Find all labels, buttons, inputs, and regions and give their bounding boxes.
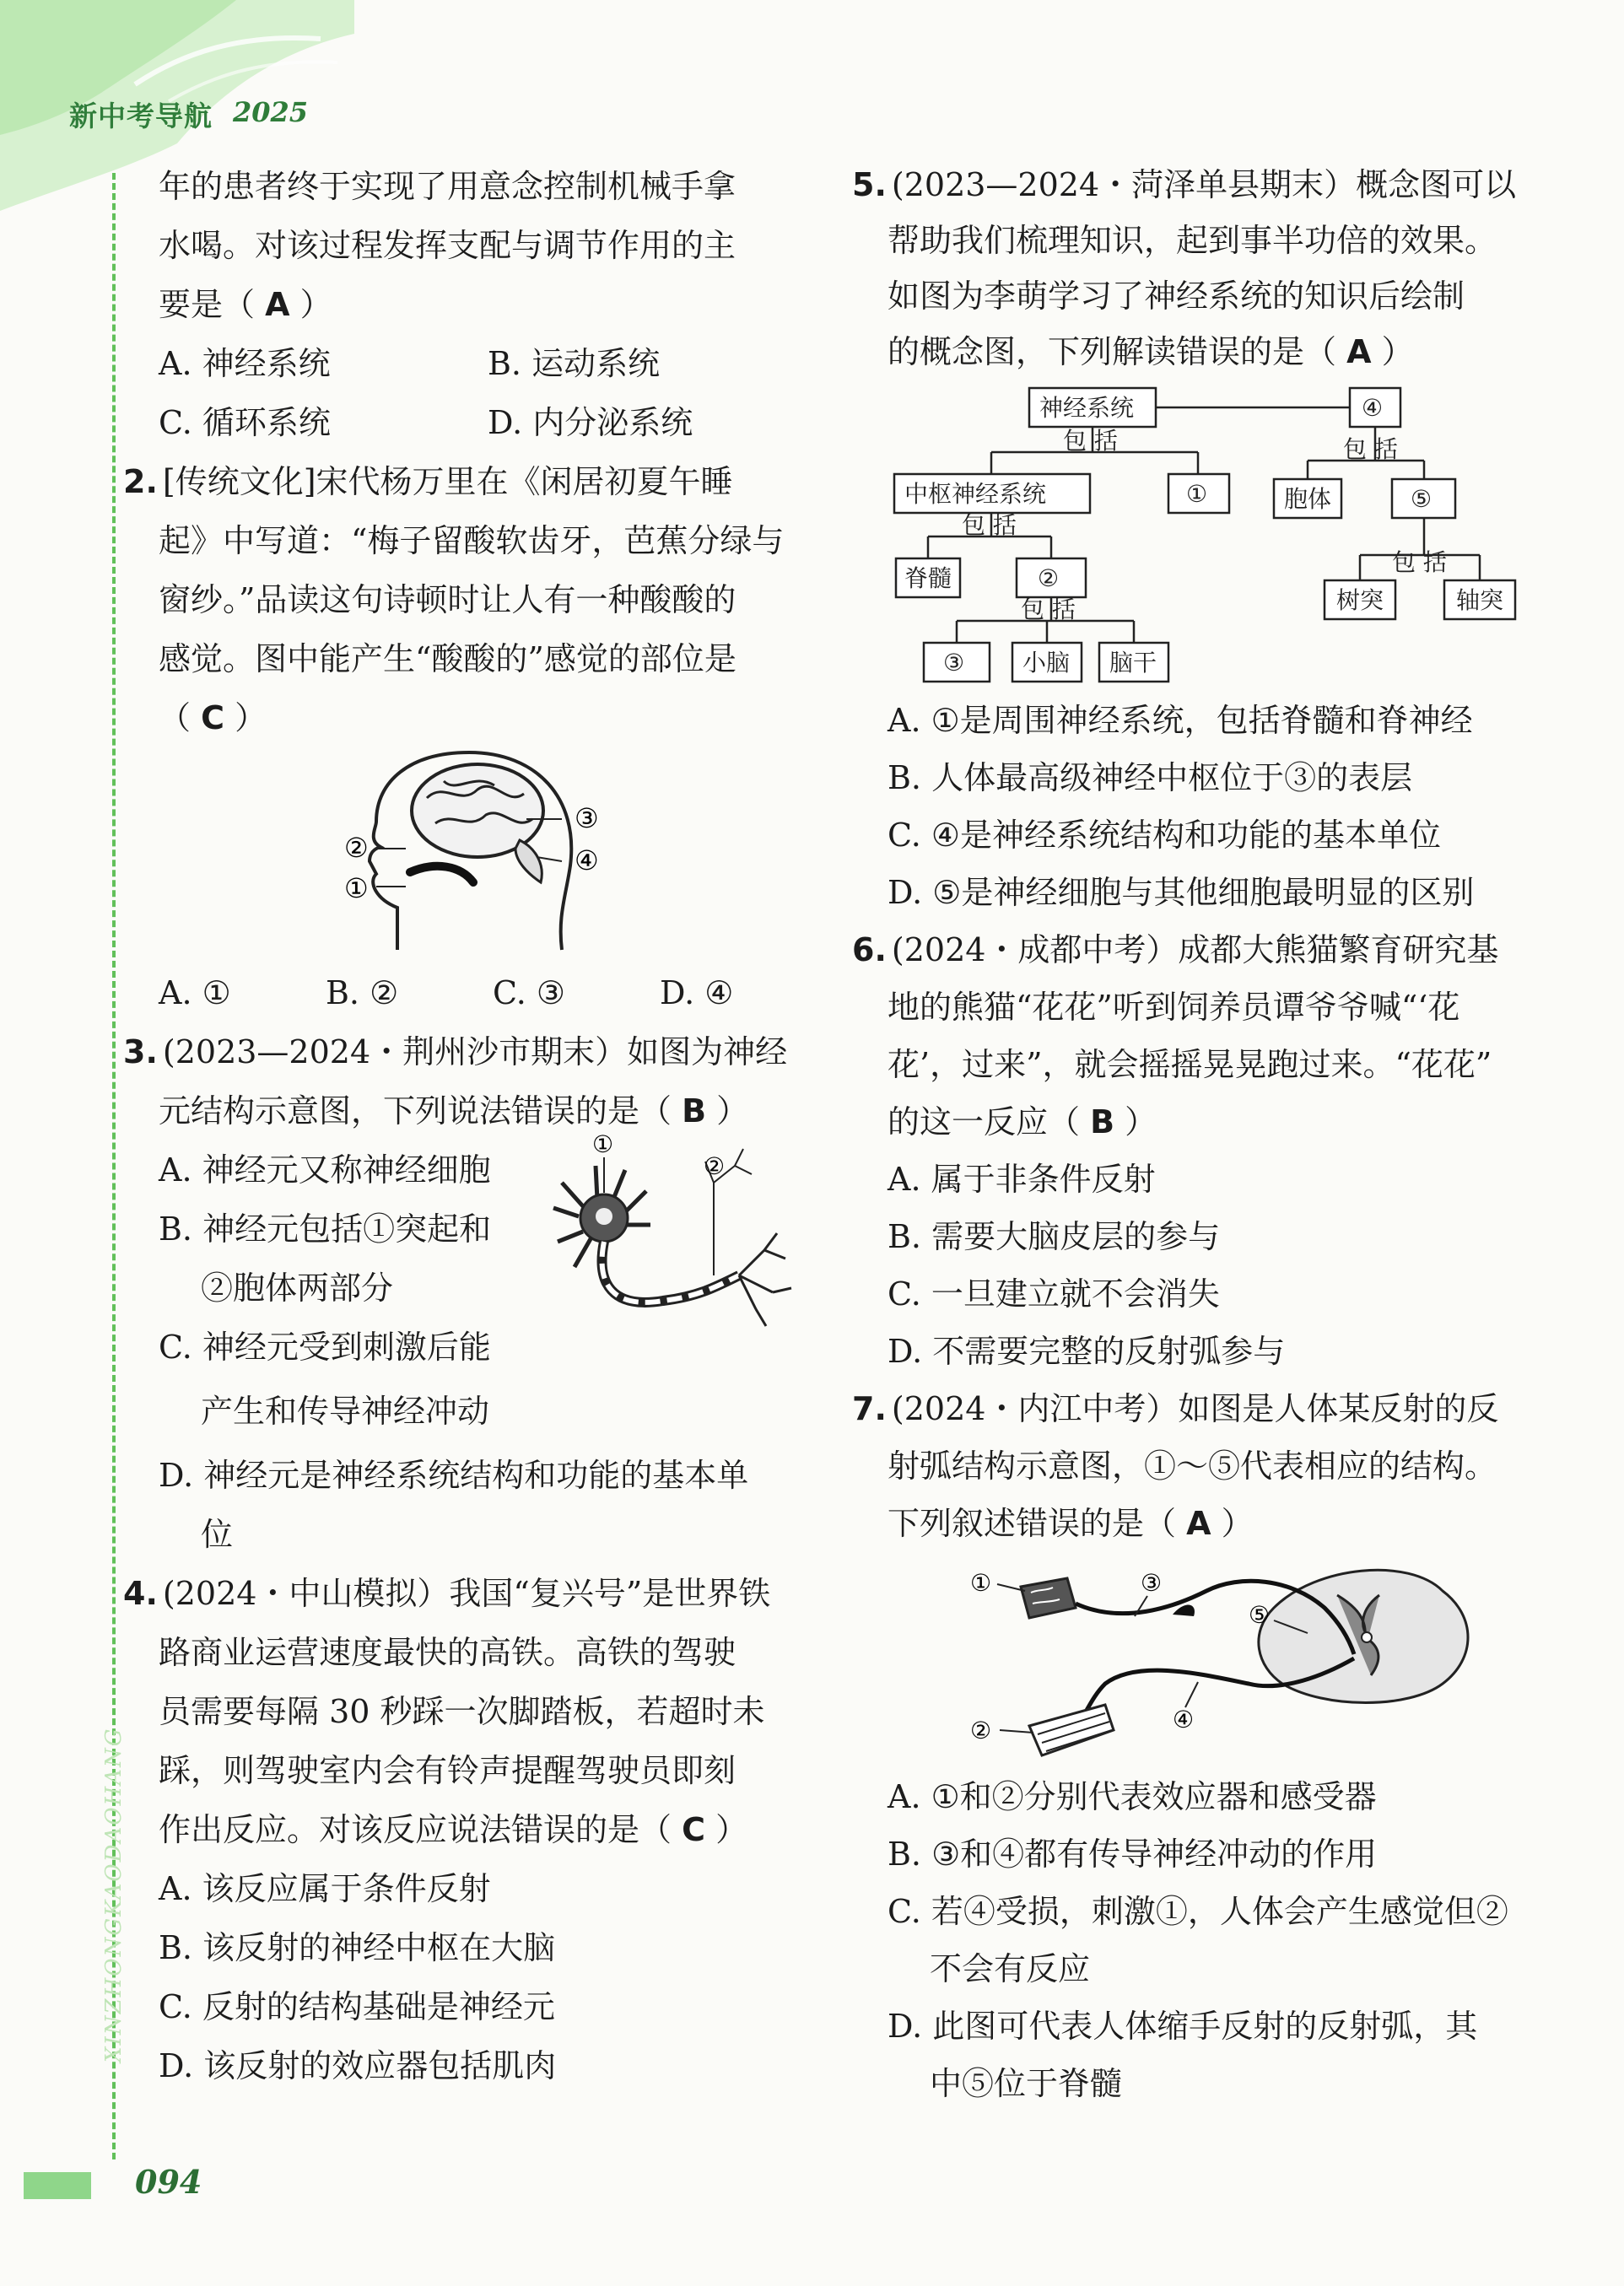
figure-label: ② [704, 1152, 726, 1180]
question-line: 年的患者终于实现了用意念控制机械手拿 [159, 168, 736, 205]
option: B. ③和④都有传导神经冲动的作用 [888, 1836, 1378, 1873]
option: C. 循环系统 [159, 404, 331, 441]
question-line: 踩，则驾驶室内会有铃声提醒驾驶员即刻 [159, 1752, 736, 1789]
figure-label: ③ [1141, 1569, 1163, 1597]
paren-open: （ [159, 699, 192, 736]
question-line [852, 1093, 1535, 1151]
question-number: 4. [123, 1575, 158, 1612]
question-text: (2023—2024・菏泽单县期末）概念图可以 [891, 166, 1517, 203]
answer: B [682, 1092, 707, 1130]
figure-label: ⑤ [1249, 1601, 1271, 1629]
question-text: (2024・中山模拟）我国“复兴号”是世界铁 [162, 1575, 771, 1612]
question-number: 6. [852, 931, 887, 968]
paren-close: ） [299, 286, 332, 323]
options-row [159, 334, 834, 393]
left-column [123, 157, 834, 2095]
question-line [123, 1800, 834, 1859]
answer: A [265, 286, 290, 323]
question-line [123, 1564, 834, 1623]
option: D. ④ [660, 974, 734, 1011]
question-text: 下列叙述错误的是（ [888, 1505, 1177, 1542]
answer: C [201, 699, 224, 736]
figure-label: ② [344, 832, 369, 864]
question-line [123, 452, 834, 511]
concept-label: ② [1038, 564, 1060, 592]
option: B. ② [326, 974, 399, 1011]
option: B. 需要大脑皮层的参与 [888, 1218, 1221, 1255]
option: C. 一旦建立就不会消失 [888, 1275, 1220, 1313]
question-line: 如图为李萌学习了神经系统的知识后绘制 [888, 278, 1465, 315]
question-line [852, 157, 1535, 213]
answer: A [1346, 333, 1372, 370]
question-3 [123, 1022, 834, 1564]
concept-label: ⑤ [1411, 485, 1432, 513]
option: A. ①是周围神经系统，包括脊髓和脊神经 [888, 702, 1473, 739]
concept-label: ④ [1362, 394, 1384, 422]
question-line: 起》中写道：“梅子留酸软齿牙，芭蕉分绿与 [159, 522, 785, 559]
question-number: 3. [123, 1033, 158, 1070]
option: C. ③ [493, 974, 565, 1011]
question-1 [159, 157, 834, 452]
header-title: 新中考导航 [69, 100, 213, 132]
option: A. ① [159, 974, 231, 1011]
concept-map-diagram [852, 380, 1535, 692]
option: C. 神经元受到刺激后能 [159, 1329, 491, 1366]
question-line [852, 1495, 1535, 1552]
neuron-figure [545, 1132, 798, 1334]
answer: C [682, 1811, 705, 1848]
question-2 [123, 452, 834, 1022]
concept-label: 小脑 [1022, 649, 1071, 677]
figure-label: ④ [575, 844, 599, 876]
option: C. ④是神经系统结构和功能的基本单位 [888, 817, 1441, 854]
paren-close: ） [1221, 1505, 1254, 1542]
figure-label: ① [970, 1569, 992, 1597]
question-line: 帮助我们梳理知识，起到事半功倍的效果。 [888, 222, 1497, 259]
paren-close: ） [235, 699, 267, 736]
paren-close: ） [1381, 333, 1414, 370]
option: D. 神经元是神经系统结构和功能的基本单 [159, 1457, 749, 1494]
question-7 [852, 1380, 1535, 2112]
question-text: 的概念图，下列解读错误的是（ [888, 333, 1337, 370]
question-6 [852, 921, 1535, 1380]
answer: B [1090, 1103, 1115, 1140]
figure-label: ① [592, 1132, 614, 1158]
concept-label: 包 括 [1063, 427, 1118, 455]
concept-label: 胞体 [1284, 485, 1332, 513]
option: D. ⑤是神经细胞与其他细胞最明显的区别 [888, 874, 1475, 911]
figure-label: ④ [1173, 1706, 1195, 1733]
question-line: 花’，过来”，就会摇摇晃晃跑过来。“花花” [888, 1046, 1492, 1083]
concept-label: 神经系统 [1039, 394, 1135, 422]
concept-label: 脊髓 [904, 564, 952, 592]
head-brain-illustration [123, 747, 798, 958]
question-line: 感觉。图中能产生“酸酸的”感觉的部位是 [159, 640, 736, 677]
question-line: 射弧结构示意图，①～⑤代表相应的结构。 [888, 1448, 1497, 1485]
option: D. 不需要完整的反射弧参与 [888, 1333, 1286, 1370]
figure-label: ③ [575, 802, 599, 834]
concept-label: ① [1186, 480, 1208, 508]
concept-label: 包 括 [962, 511, 1017, 539]
concept-label: 树突 [1336, 586, 1384, 614]
question-line: 路商业运营速度最快的高铁。高铁的驾驶 [159, 1634, 736, 1671]
option: D. 此图可代表人体缩手反射的反射弧，其 [888, 2008, 1478, 2045]
question-line: 员需要每隔 30 秒踩一次脚踏板，若超时未 [159, 1693, 765, 1730]
option: A. 神经系统 [159, 345, 331, 382]
option: C. 若④受损，刺激①，人体会产生感觉但② [888, 1893, 1508, 1930]
question-line [852, 921, 1535, 979]
figure-label: ① [344, 872, 369, 904]
option: A. 神经元又称神经细胞 [159, 1151, 491, 1189]
option: A. 属于非条件反射 [888, 1161, 1156, 1198]
paren-close: ） [715, 1811, 748, 1848]
option: B. 神经元包括①突起和 [159, 1210, 492, 1248]
concept-label: 脑干 [1109, 649, 1157, 677]
option: ②胞体两部分 [201, 1270, 394, 1307]
question-line [852, 1380, 1535, 1437]
question-5 [852, 157, 1535, 921]
question-line [123, 1022, 834, 1081]
options-row [123, 963, 834, 1022]
option: C. 反射的结构基础是神经元 [159, 1988, 555, 2025]
reflex-arc-figure [852, 1557, 1535, 1768]
question-text: 作出反应。对该反应说法错误的是（ [159, 1811, 672, 1848]
question-text: 元结构示意图，下列说法错误的是（ [159, 1092, 672, 1130]
option: B. 运动系统 [488, 345, 661, 382]
question-line: 水喝。对该过程发挥支配与调节作用的主 [159, 227, 736, 264]
question-text: (2024・成都中考）成都大熊猫繁育研究基 [891, 931, 1499, 968]
question-text: 要是（ [159, 286, 256, 323]
answer: A [1186, 1505, 1211, 1542]
options-row [159, 393, 834, 452]
concept-label: 包 括 [1392, 548, 1447, 576]
question-text: (2024・内江中考）如图是人体某反射的反 [891, 1390, 1499, 1427]
question-text: [传统文化]宋代杨万里在《闲居初夏午睡 [162, 463, 733, 500]
head-brain-figure [123, 747, 834, 958]
header-year: 2025 [233, 96, 309, 128]
concept-label: 包 括 [1343, 435, 1398, 463]
option: B. 人体最高级神经中枢位于③的表层 [888, 759, 1413, 796]
question-line: 窗纱。”品读这句诗顿时让人有一种酸酸的 [159, 581, 736, 618]
paren-close: ） [1125, 1103, 1157, 1140]
side-watermark-text: XINZHONGKAODAOHANG [101, 1727, 127, 2062]
option: D. 该反射的效应器包括肌肉 [159, 2047, 557, 2084]
concept-label: 轴突 [1456, 586, 1504, 614]
concept-label: ③ [943, 649, 965, 677]
question-number: 2. [123, 463, 158, 500]
option: 产生和传导神经冲动 [201, 1393, 490, 1430]
option: A. ①和②分别代表效应器和感受器 [888, 1778, 1377, 1815]
concept-label: 包 括 [1021, 596, 1076, 623]
option: 不会有反应 [930, 1950, 1091, 1987]
question-text: 的这一反应（ [888, 1103, 1081, 1140]
figure-label: ② [970, 1717, 992, 1744]
option: B. 该反射的神经中枢在大脑 [159, 1929, 556, 1966]
option: 位 [201, 1516, 234, 1553]
question-line: 地的熊猫“花花”听到饲养员谭爷爷喊“‘花 [888, 989, 1460, 1026]
page-number: 094 [135, 2163, 202, 2201]
question-number: 7. [852, 1390, 887, 1427]
question-line [123, 688, 834, 747]
question-line [159, 275, 834, 334]
question-text: (2023—2024・荆州沙市期末）如图为神经 [162, 1033, 788, 1070]
question-4 [123, 1564, 834, 2095]
concept-label: 中枢神经系统 [904, 480, 1047, 508]
option: A. 该反应属于条件反射 [159, 1870, 491, 1907]
paren-close: ） [716, 1092, 749, 1130]
option: D. 内分泌系统 [488, 404, 693, 441]
page-number-bar [24, 2172, 91, 2199]
question-number: 5. [852, 166, 887, 203]
question-line [852, 324, 1535, 380]
option: 中⑤位于脊髓 [930, 2065, 1123, 2102]
right-column [852, 157, 1535, 2112]
